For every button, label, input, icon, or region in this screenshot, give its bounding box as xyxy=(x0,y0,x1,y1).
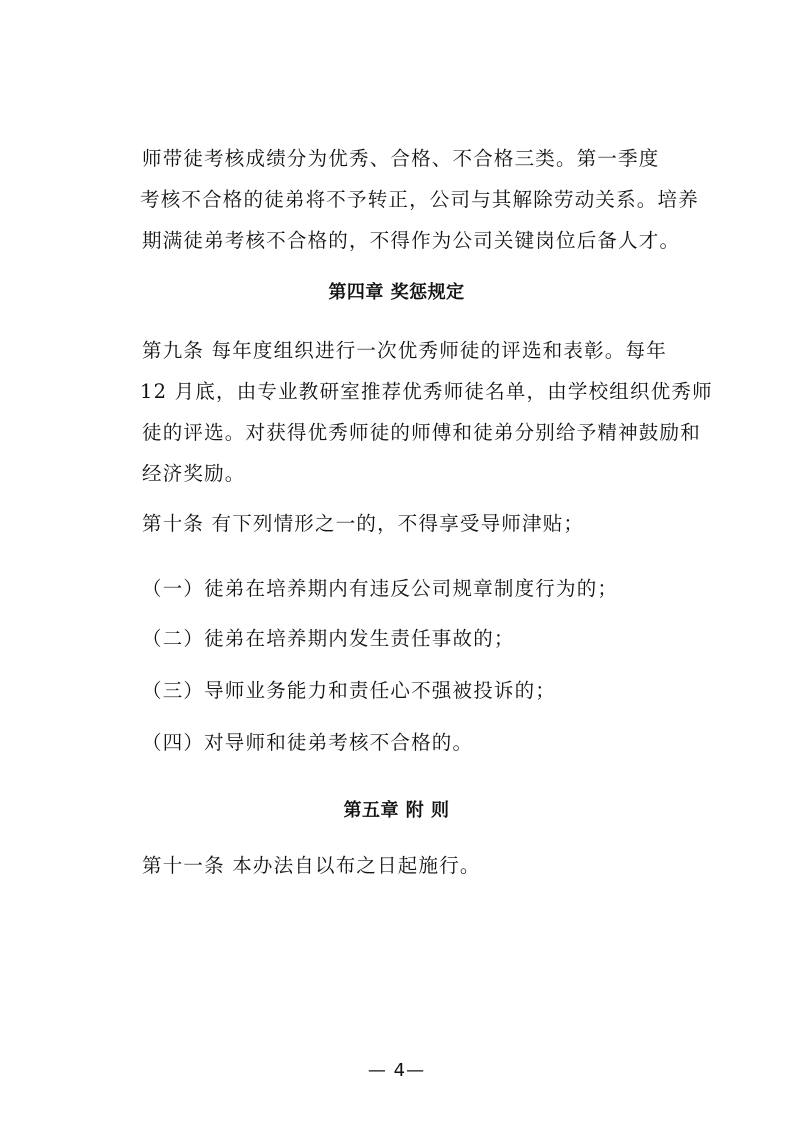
paragraph-line: 经济奖励。 xyxy=(142,462,246,485)
chapter-5-title: 第五章 附 则 xyxy=(343,800,450,821)
article-11: 第十一条 本办法自以布之日起施行。 xyxy=(142,854,481,877)
article-9 xyxy=(140,330,713,494)
paragraph-line: 徒的评选。对获得优秀师徒的师傅和徒弟分别给予精神鼓励和 xyxy=(142,421,701,444)
list-item: （四）对导师和徒弟考核不合格的。 xyxy=(142,731,474,754)
paragraph-line: 12 月底，由专业教研室推荐优秀师徒名单，由学校组织优秀师 xyxy=(140,380,713,403)
list-item: （三）导师业务能力和责任心不强被投诉的； xyxy=(142,679,557,702)
list-item: （二）徒弟在培养期内发生责任事故的； xyxy=(142,627,515,650)
paragraph-assessment xyxy=(140,138,699,261)
chapter-4-title: 第四章 奖惩规定 xyxy=(328,282,465,303)
paragraph-line: 考核不合格的徒弟将不予转正，公司与其解除劳动关系。培养 xyxy=(140,188,699,211)
paragraph-line: 师带徒考核成绩分为优秀、合格、不合格三类。第一季度 xyxy=(142,147,660,170)
article-10: 第十条 有下列情形之一的，不得享受导师津贴； xyxy=(142,512,585,535)
paragraph-line: 第九条 每年度组织进行一次优秀师徒的评选和表彰。每年 xyxy=(142,339,667,362)
list-item: （一）徒弟在培养期内有违反公司规章制度行为的； xyxy=(142,577,619,600)
page-number: — 4— xyxy=(367,1060,426,1081)
paragraph-line: 期满徒弟考核不合格的，不得作为公司关键岗位后备人才。 xyxy=(142,229,681,252)
